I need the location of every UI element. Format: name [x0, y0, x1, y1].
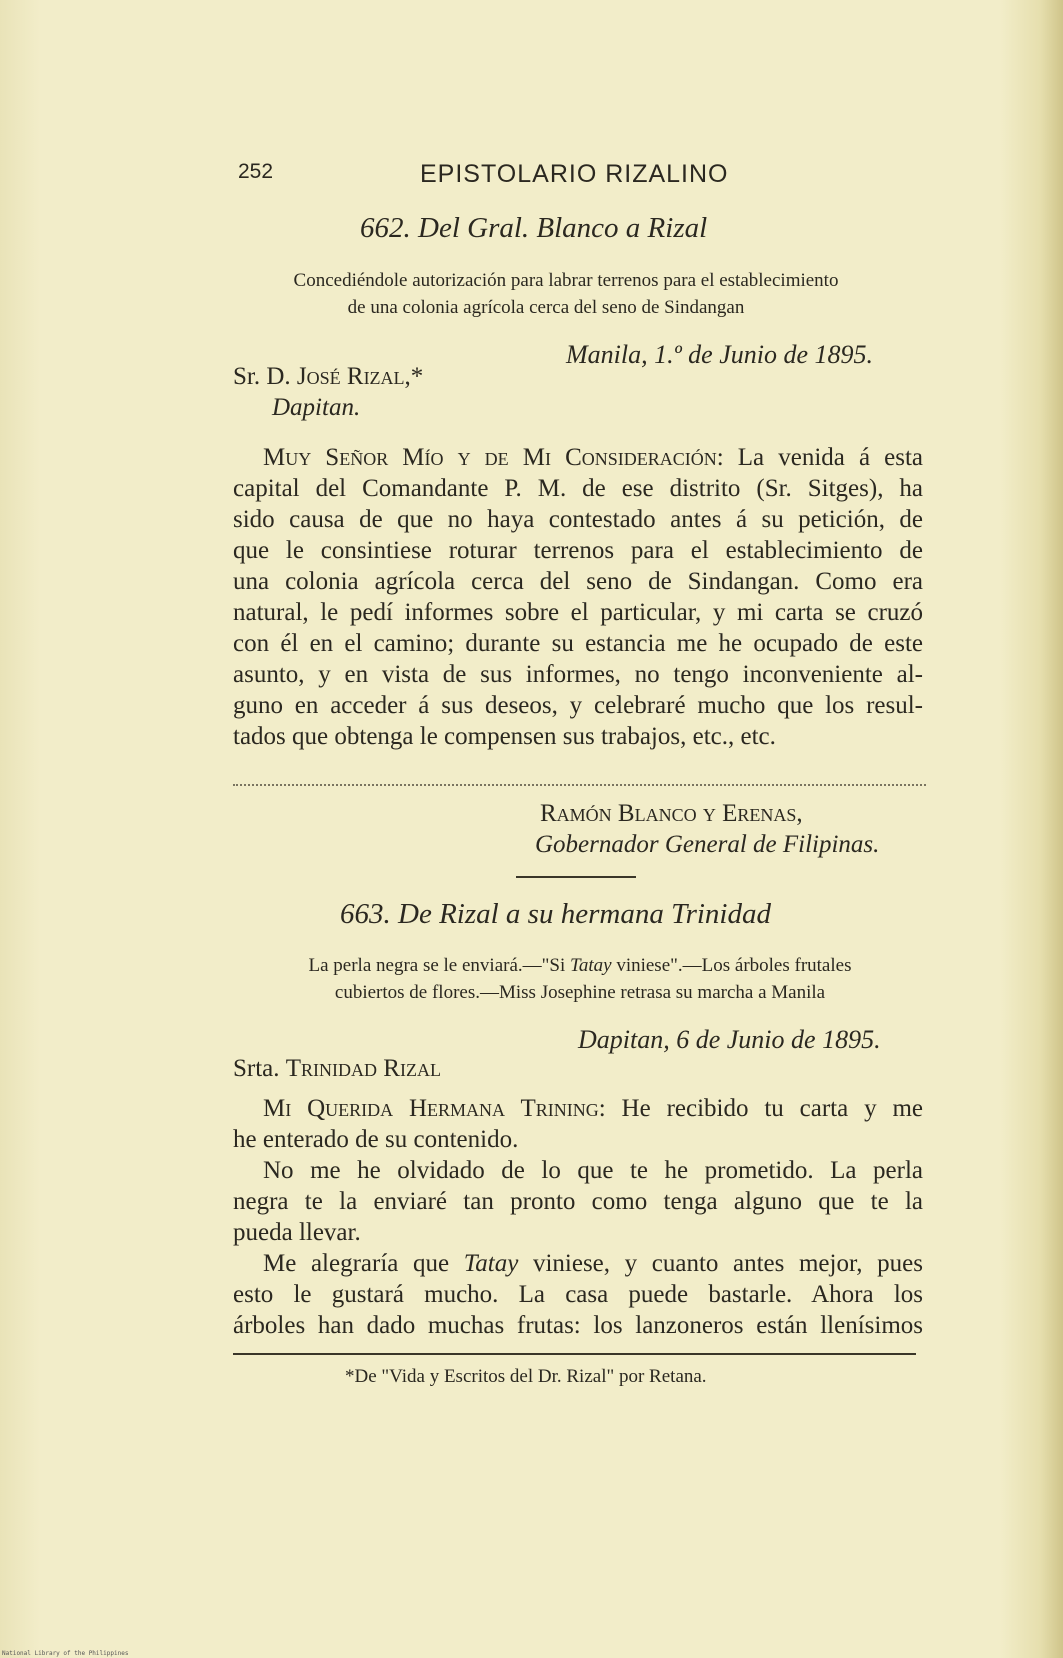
footnote: *De "Vida y Escritos del Dr. Rizal" por Retana. — [345, 1366, 707, 1387]
letter-663-p2-line1 — [233, 1157, 923, 1185]
letter-662-body-line10: tados que obtenga le compensen sus trabajos, etc., etc. — [233, 723, 776, 750]
running-title: EPISTOLARIO RIZALINO — [420, 160, 729, 188]
letter-662-body-line4: que le consintiese roturar terrenos para el establecimiento de — [233, 537, 923, 564]
letter-662-body-line1 — [233, 444, 923, 472]
letter-662-salutation: Muy Señor Mío y de Mi Consideración: — [263, 444, 724, 471]
letter-662-body-line7: con él en el camino; durante su estancia me he ocupado de este — [233, 630, 923, 657]
letter-662-body-line9: guno en acceder á sus deseos, y celebraré mucho que los resul- — [233, 692, 923, 719]
letter-662-addressee — [233, 363, 423, 391]
summary-text: viniese".—Los árboles frutales — [611, 955, 852, 976]
body-line-text: He recibido tu carta y me — [605, 1095, 923, 1122]
summary-text: La perla negra se le enviará.—"Si — [308, 955, 571, 976]
letter-662-body-line3: sido causa de que no haya contestado antes á su petición, de — [233, 506, 923, 533]
body-line-text: La venida á esta — [723, 444, 923, 471]
letter-663-summary-line2: cubiertos de flores.—Miss Josephine retrasa su marcha a Manila — [334, 982, 826, 1003]
letter-662-signature-name: Ramón Blanco y Erenas, — [540, 800, 803, 827]
letter-663-p2-line3: pueda llevar. — [233, 1219, 361, 1246]
letter-662-body-line5: una colonia agrícola cerca del seno de Sindangan. Como era — [233, 568, 923, 595]
letter-663-p1-line2: he enterado de su contenido. — [233, 1126, 519, 1153]
letter-663-p3-line2: esto le gustará mucho. La casa puede bastarle. Ahora los — [233, 1281, 923, 1308]
addressee-prefix: Srta. — [233, 1055, 286, 1082]
letter-662-title: 662. Del Gral. Blanco a Rizal — [360, 212, 708, 244]
letter-663-p1-line1 — [233, 1095, 923, 1123]
body-line-text: Me alegraría que — [263, 1250, 464, 1277]
addressee-name: Trinidad Rizal — [285, 1055, 441, 1082]
body-line-text: No me he olvidado de lo que te he prometido. La perla — [263, 1157, 923, 1184]
section-rule — [516, 876, 636, 878]
page-number: 252 — [238, 160, 274, 183]
letter-662-body-line6: natural, le pedí informes sobre el particular, y mi carta se cruzó — [233, 599, 923, 626]
letter-663-p3-line3: árboles han dado muchas frutas: los lanzoneros están llenísimos — [233, 1312, 923, 1339]
letter-662-body-line8: asunto, y en vista de sus informes, no tengo inconveniente al- — [233, 661, 923, 688]
letter-663-dateline: Dapitan, 6 de Junio de 1895. — [578, 1025, 881, 1054]
letter-663-salutation: Mi Querida Hermana Trining: — [263, 1095, 606, 1122]
letter-662-summary-line1: Concediéndole autorización para labrar terrenos para el establecimiento — [293, 270, 839, 291]
summary-italic: Tatay — [570, 955, 612, 976]
footnote-rule — [233, 1353, 916, 1355]
addressee-prefix: Sr. D. — [233, 363, 297, 390]
letter-662-summary-line2: de una colonia agrícola cerca del seno de Sindangan — [347, 297, 745, 318]
dotted-divider — [233, 784, 926, 786]
letter-662-signature-title: Gobernador General de Filipinas. — [535, 831, 880, 858]
library-watermark: National Library of the Philippines — [2, 1650, 129, 1657]
letter-662-body-line2: capital del Comandante P. M. de ese distrito (Sr. Sitges), ha — [233, 475, 923, 502]
letter-663-addressee — [233, 1055, 441, 1083]
body-italic: Tatay — [463, 1250, 519, 1277]
letter-663-p2-line2: negra te la enviaré tan pronto como tenga alguno que te la — [233, 1188, 923, 1215]
letter-662-place: Dapitan. — [272, 394, 361, 421]
letter-663-p3-line1 — [233, 1250, 923, 1278]
body-line-text: viniese, y cuanto antes mejor, pues — [518, 1250, 923, 1277]
addressee-name: José Rizal,* — [296, 363, 424, 390]
letter-663-title: 663. De Rizal a su hermana Trinidad — [340, 898, 771, 930]
letter-662-dateline: Manila, 1.º de Junio de 1895. — [566, 340, 874, 369]
letter-663-summary-line1 — [230, 955, 930, 977]
